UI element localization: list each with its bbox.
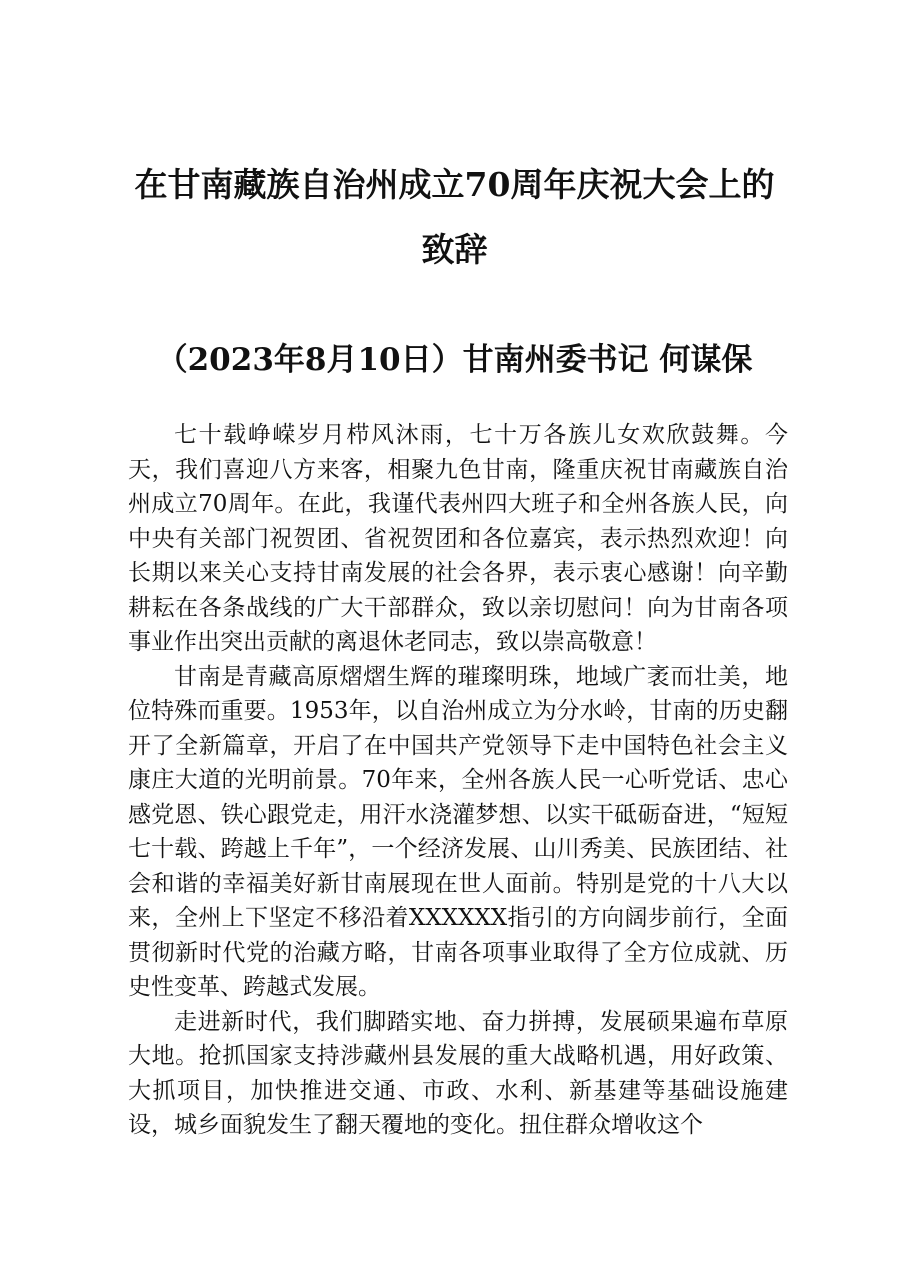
paragraph: 走进新时代，我们脚踏实地、奋力拼搏，发展硕果遍布草原大地。抢抓国家支持涉藏州县发展的重大战略机遇，用好政策、大抓项目，加快推进交通、市政、水利、新基建等基础设施建设，城乡面貌发生了翻天覆地的变化。扭住群众增收这个 (128, 1008, 788, 1138)
document-body (128, 418, 788, 1143)
paragraph: 甘南是青藏高原熠熠生辉的璀璨明珠，地域广袤而壮美，地位特殊而重要。1953年，以自治州成立为分水岭，甘南的历史翻开了全新篇章，开启了在中国共产党领导下走中国特色社会主义康庄大道的光明前景。70年来，全州各族人民一心听党话、忠心感党恩、铁心跟党走，用汗水浇灌梦想、以实干砥砺奋进，“短短七十载、跨越上千年”，一个经济发展、山川秀美、民族团结、社会和谐的幸福美好新甘南展现在世人面前。特别是党的十八大以来，全州上下坚定不移沿着XXXXXX指引的方向阔步前行，全面贯彻新时代党的治藏方略，甘南各项事业取得了全方位成就、历史性变革、跨越式发展。 (128, 663, 788, 1000)
paragraph: 七十载峥嵘岁月栉风沐雨，七十万各族儿女欢欣鼓舞。今天，我们喜迎八方来客，相聚九色甘南，隆重庆祝甘南藏族自治州成立70周年。在此，我谨代表州四大班子和全州各族人民，向中央有关部门祝贺团、省祝贺团和各位嘉宾，表示热烈欢迎！向长期以来关心支持甘南发展的社会各界，表示衷心感谢！向辛勤耕耘在各条战线的广大干部群众，致以亲切慰问！向为甘南各项事业作出突出贡献的离退休老同志，致以崇高敬意！ (128, 422, 788, 655)
document-title-line1: 在甘南藏族自治州成立70周年庆祝大会上的 (134, 165, 775, 204)
document-subtitle: （2023年8月10日）甘南州委书记 何谋保 (156, 342, 753, 378)
document-title-line2: 致辞 (421, 230, 488, 269)
